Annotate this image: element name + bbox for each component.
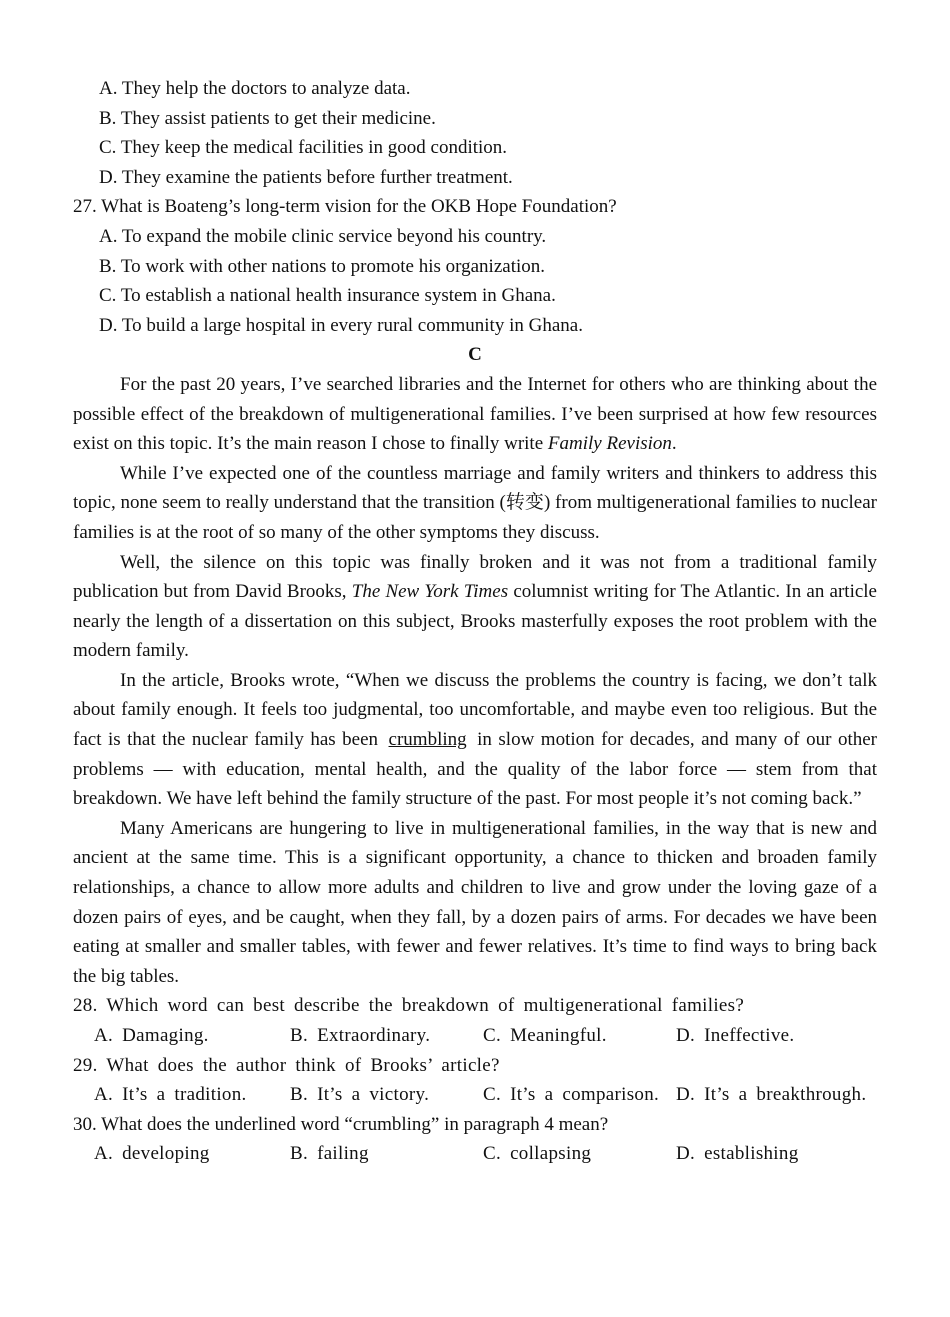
- q27-option-d: D. To build a large hospital in every rural community in Ghana.: [99, 314, 583, 336]
- q28-option-b: B. Extraordinary.: [290, 1025, 431, 1046]
- q29-option-d: D. It’s a breakthrough.: [676, 1084, 867, 1106]
- q29-options: [73, 1080, 877, 1110]
- q28-option-a: A. Damaging.: [94, 1025, 209, 1046]
- p1-end: .: [671, 433, 677, 455]
- passage-paragraph-5: Many Americans are hungering to live in multigenerational families, in the way that is new and ancient at the same time. This is a significant opportunity, a chance to thicken and broaden family relationships, a chance to allow more adults and children to live and grow under the loving gaze of a dozen pairs of eyes, and be caught, when they fall, by a dozen pairs of arms. For decades we have been eating at smaller and smaller tables, with fewer and fewer relatives. It’s time to find ways to bring back the big tables.: [73, 817, 877, 987]
- q29-option-b: B. It’s a victory.: [290, 1084, 430, 1106]
- section-label: C: [468, 344, 482, 366]
- q27-option-a: A. To expand the mobile clinic service beyond his country.: [99, 225, 547, 247]
- q29-option-a: A. It’s a tradition.: [94, 1084, 247, 1106]
- q28-option-c: C. Meaningful.: [483, 1025, 607, 1046]
- q30-option-b: B. failing: [290, 1143, 369, 1165]
- q26-option-b: B. They assist patients to get their medicine.: [99, 107, 436, 129]
- q30-options: [73, 1139, 877, 1169]
- p3-text-a: Well, the silence on this topic was finally broken and it was not from a traditional family publication but from David Brooks,: [73, 551, 877, 603]
- q27-option-c: C. To establish a national health insurance system in Ghana.: [99, 285, 556, 307]
- q26-option-d: D. They examine the patients before further treatment.: [99, 166, 513, 188]
- q29-stem: 29. What does the author think of Brooks’ article?: [73, 1054, 500, 1076]
- q30-option-c: C. collapsing: [483, 1143, 592, 1165]
- passage-paragraph-2: While I’ve expected one of the countless marriage and family writers and thinkers to address this topic, none seem to really understand that the transition (转变) from multigenerational families to nuclear families is at the root of so many of the other symptoms they discuss.: [73, 462, 877, 543]
- q29-option-c: C. It’s a comparison.: [483, 1084, 660, 1106]
- p1-text: For the past 20 years, I’ve searched libraries and the Internet for others who are thinking about the possible effect of the breakdown of multigenerational families. I’ve been surprised at how few resources exist on this topic. It’s the main reason I chose to finally write: [73, 373, 877, 455]
- q28-option-d: D. Ineffective.: [676, 1025, 795, 1046]
- passage-paragraph-3: [73, 548, 877, 666]
- passage-paragraph-1: [73, 370, 877, 459]
- q27-stem: 27. What is Boateng’s long-term vision for the OKB Hope Foundation?: [73, 196, 617, 218]
- p3-text-b: columnist writing for The Atlantic. In an article nearly the length of a dissertation on this subject, Brooks masterfully exposes the root problem with the modern family.: [73, 581, 877, 662]
- passage-paragraph-4: [73, 666, 877, 814]
- q30-option-d: D. establishing: [676, 1143, 799, 1165]
- q30-option-a: A. developing: [94, 1143, 210, 1165]
- p4-text-a: In the article, Brooks wrote, “When we discuss the problems the country is facing, we don’t talk about family enough. It feels too judgmental, too uncomfortable, and maybe even too religious. But the fact is that the nuclear family has been: [73, 669, 877, 751]
- publication-name: The New York Times: [351, 581, 509, 603]
- q30-stem: 30. What does the underlined word “crumbling” in paragraph 4 mean?: [73, 1113, 609, 1135]
- q26-option-a: A. They help the doctors to analyze data.: [99, 78, 411, 99]
- q28-stem: 28. Which word can best describe the breakdown of multigenerational families?: [73, 995, 745, 1017]
- q28-options: [73, 1021, 877, 1051]
- p4-text-b: in slow motion for decades, and many of our other problems — with education, mental health, and the quality of the labor force — stem from that breakdown. We have left behind the family structure of the past. For most people it’s not coming back.”: [73, 729, 877, 810]
- q26-option-c: C. They keep the medical facilities in good condition.: [99, 137, 508, 159]
- underlined-word: crumbling: [388, 729, 467, 751]
- q27-option-b: B. To work with other nations to promote his organization.: [99, 255, 545, 277]
- book-title: Family Revision: [547, 433, 672, 455]
